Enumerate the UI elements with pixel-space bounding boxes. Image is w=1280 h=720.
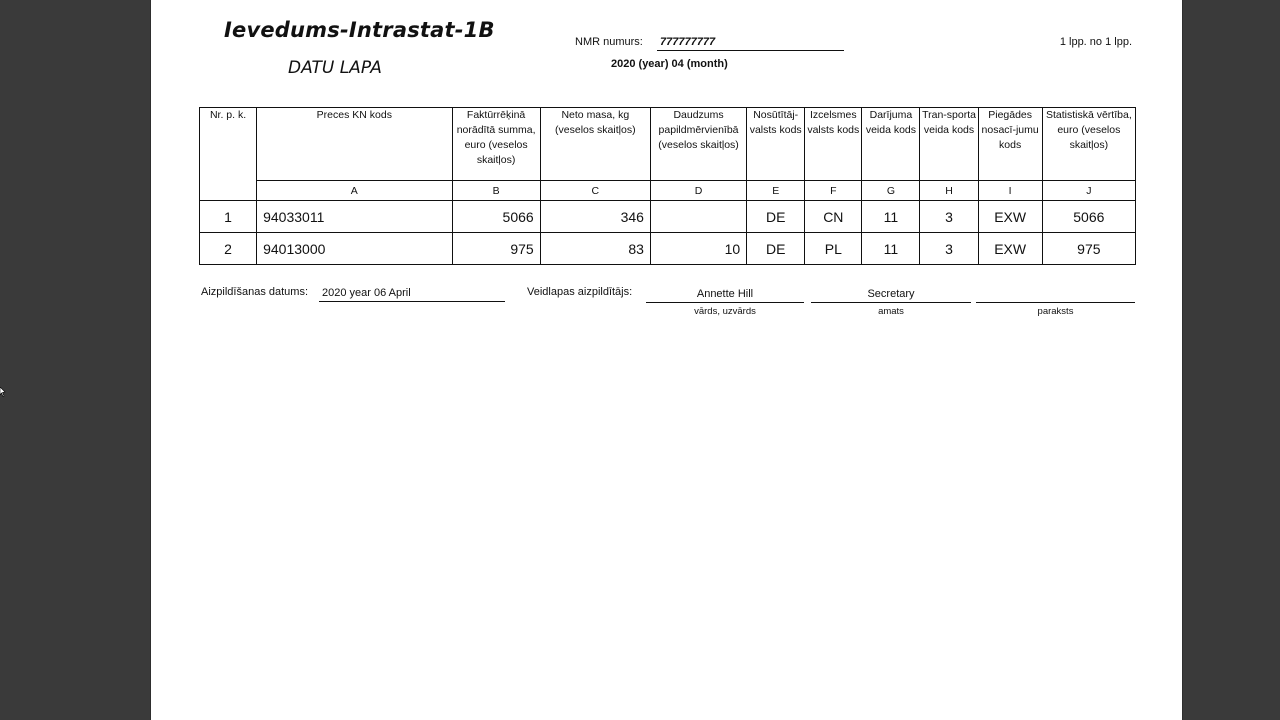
- cell-quantity: 10: [650, 233, 746, 265]
- cell-delivery-code: EXW: [978, 201, 1042, 233]
- cell-transaction-code: 11: [862, 201, 920, 233]
- column-letter: A: [257, 181, 452, 201]
- cell-kn-code: 94013000: [257, 233, 452, 265]
- intrastat-table: [199, 107, 1136, 265]
- cell-transport-code: 3: [920, 233, 978, 265]
- column-letter: E: [747, 181, 805, 201]
- reporting-period: 2020 (year) 04 (month): [611, 58, 728, 70]
- cell-dispatch-country: DE: [747, 201, 805, 233]
- nmr-value: 777777777: [657, 36, 844, 51]
- header-delivery-code: Piegādes nosacī-jumu kods: [978, 108, 1042, 181]
- header-quantity: Daudzums papildmērvienībā (veselos skaitļos): [650, 108, 746, 181]
- column-letter: G: [862, 181, 920, 201]
- cell-dispatch-country: DE: [747, 233, 805, 265]
- column-letter: J: [1042, 181, 1135, 201]
- cell-net-mass: 346: [540, 201, 650, 233]
- fill-date-value: 2020 year 06 April: [319, 286, 505, 302]
- signature-caption: paraksts: [1037, 306, 1074, 317]
- filler-label: Veidlapas aizpildītājs:: [527, 286, 633, 298]
- cell-statistical-value: 5066: [1042, 201, 1135, 233]
- cell-origin-country: CN: [805, 201, 862, 233]
- document-title: Ievedums-Intrastat-1B: [224, 18, 495, 42]
- column-letter: D: [650, 181, 746, 201]
- column-letter: H: [920, 181, 978, 201]
- table-header-row: [200, 108, 1136, 181]
- nmr-label: NMR numurs:: [575, 36, 643, 48]
- cell-nr: 1: [200, 201, 257, 233]
- table-row: [200, 233, 1136, 265]
- column-letter: C: [540, 181, 650, 201]
- page-counter: 1 lpp. no 1 lpp.: [1059, 36, 1132, 48]
- column-letter: F: [805, 181, 862, 201]
- filler-position-value: Secretary: [811, 287, 971, 303]
- cell-delivery-code: EXW: [978, 233, 1042, 265]
- header-transaction-code: Darījuma veida kods: [862, 108, 920, 181]
- position-caption: amats: [878, 306, 904, 317]
- document-page: [151, 0, 1182, 720]
- table-row: [200, 201, 1136, 233]
- mouse-cursor-icon: [0, 387, 6, 399]
- header-nr: Nr. p. k.: [200, 108, 257, 201]
- header-invoice-sum: Faktūrrēķinā norādītā summa, euro (veselos skaitļos): [452, 108, 540, 181]
- cell-statistical-value: 975: [1042, 233, 1135, 265]
- header-dispatch-country: Nosūtītāj-valsts kods: [747, 108, 805, 181]
- cell-kn-code: 94033011: [257, 201, 452, 233]
- cell-invoice-sum: 975: [452, 233, 540, 265]
- fill-date-label: Aizpildīšanas datums:: [201, 286, 308, 298]
- cell-transaction-code: 11: [862, 233, 920, 265]
- name-caption: vārds, uzvārds: [694, 306, 756, 317]
- cell-nr: 2: [200, 233, 257, 265]
- cell-origin-country: PL: [805, 233, 862, 265]
- cell-transport-code: 3: [920, 201, 978, 233]
- cell-invoice-sum: 5066: [452, 201, 540, 233]
- table-letter-row: [200, 181, 1136, 201]
- header-statistical-value: Statistiskā vērtība, euro (veselos skaitļos): [1042, 108, 1135, 181]
- column-letter: B: [452, 181, 540, 201]
- cell-net-mass: 83: [540, 233, 650, 265]
- document-subtitle: DATU LAPA: [288, 58, 382, 78]
- header-transport-code: Tran-sporta veida kods: [920, 108, 978, 181]
- cell-quantity: [650, 201, 746, 233]
- filler-name-value: Annette Hill: [646, 287, 804, 303]
- header-net-mass: Neto masa, kg (veselos skaitļos): [540, 108, 650, 181]
- header-origin-country: Izcelsmes valsts kods: [805, 108, 862, 181]
- column-letter: I: [978, 181, 1042, 201]
- filler-signature-line: [976, 287, 1135, 303]
- header-kn-code: Preces KN kods: [257, 108, 452, 181]
